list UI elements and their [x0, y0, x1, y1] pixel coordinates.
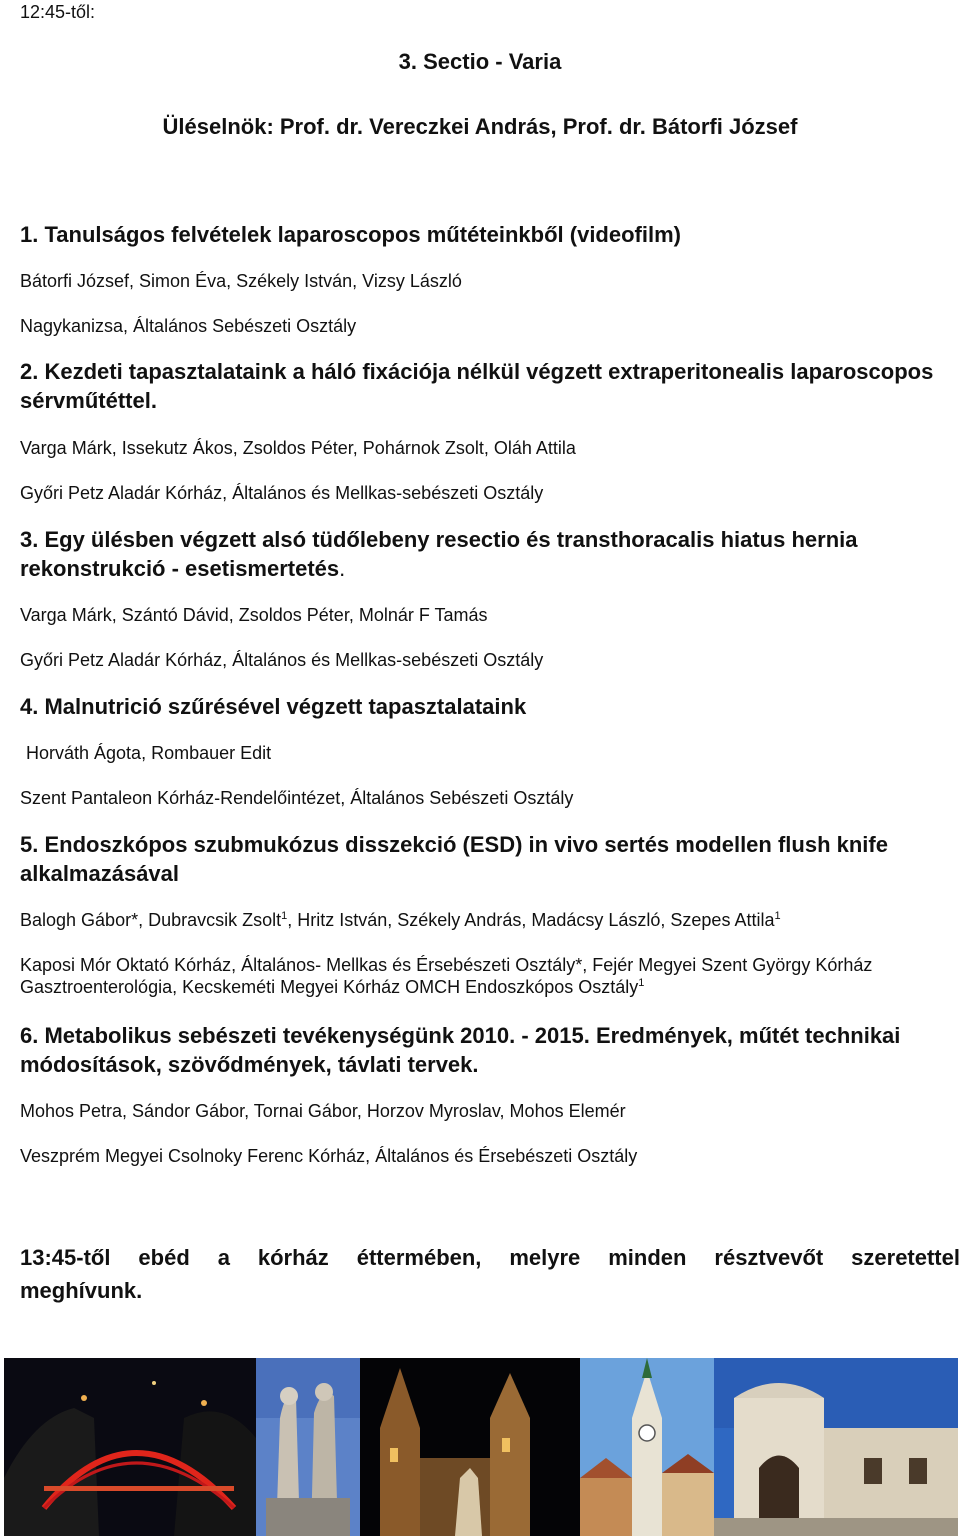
talk-1-institution: Nagykanizsa, Általános Sebészeti Osztály — [20, 316, 357, 336]
talk-3-institution: Győri Petz Aladár Kórház, Általános és Mellkas-sebészeti Osztály — [20, 650, 544, 670]
statues-photo-icon — [256, 1358, 360, 1536]
talk-5-authors-part-a: Balogh Gábor*, Dubravcsik Zsolt — [20, 910, 282, 930]
church-towers-photo-icon — [360, 1358, 580, 1536]
clock-tower-photo-icon — [580, 1358, 714, 1536]
talk-5-institution — [20, 954, 945, 998]
talk-6-institution: Veszprém Megyei Csolnoky Ferenc Kórház, Általános és Érsebészeti Osztály — [20, 1146, 638, 1166]
talk-5-institution-text: Kaposi Mór Oktató Kórház, Általános- Mellkas és Érsebészeti Osztály*, Fejér Megyei Szent György Kórház Gasztroenterológia, Kecskeméti Megyei Kórház OMCH Endoszkópos Osztály — [20, 955, 873, 997]
talk-2-authors: Varga Márk, Issekutz Ákos, Zsoldos Péter, Pohárnok Zsolt, Oláh Attila — [20, 438, 576, 458]
photo-strip — [4, 1358, 958, 1536]
talk-3-title — [20, 525, 945, 583]
talk-2-institution: Győri Petz Aladár Kórház, Általános és Mellkas-sebészeti Osztály — [20, 483, 544, 503]
section-title: 3. Sectio - Varia — [398, 49, 562, 74]
talk-4-authors: Horváth Ágota, Rombauer Edit — [26, 743, 272, 763]
talk-6-title: 6. Metabolikus sebészeti tevékenységünk 2010. - 2015. Eredmények, műtét technikai módosítások, szövődmények, távlati tervek. — [20, 1023, 901, 1077]
talk-4-title: 4. Malnutrició szűrésével végzett tapasztalataink — [20, 694, 527, 719]
session-time: 12:45-től: — [20, 2, 96, 22]
lunch-announcement-line-2: meghívunk. — [20, 1278, 143, 1303]
talk-4-institution: Szent Pantaleon Kórház-Rendelőintézet, Általános Sebészeti Osztály — [20, 788, 574, 808]
talk-3-title-period: . — [339, 556, 346, 581]
talk-5-authors-part-b: , Hritz István, Székely András, Madácsy László, Szepes Attila — [287, 910, 775, 930]
talk-1-authors: Bátorfi József, Simon Éva, Székely István, Vizsy László — [20, 271, 462, 291]
castle-gate-photo-icon — [714, 1358, 958, 1536]
talk-1-title: 1. Tanulságos felvételek laparoscopos műtéteinkből (videofilm) — [20, 222, 681, 247]
talk-5-sup-b: 1 — [774, 910, 781, 922]
talk-5-authors — [20, 909, 945, 931]
session-chairs: Üléselnök: Prof. dr. Vereczkei András, Prof. dr. Bátorfi József — [162, 114, 798, 139]
talk-6-authors: Mohos Petra, Sándor Gábor, Tornai Gábor, Horzov Myroslav, Mohos Elemér — [20, 1101, 626, 1121]
talk-3-authors: Varga Márk, Szántó Dávid, Zsoldos Péter, Molnár F Tamás — [20, 605, 488, 625]
lunch-announcement — [20, 1241, 960, 1307]
talk-5-sup-c: 1 — [638, 977, 645, 989]
talk-2-title: 2. Kezdeti tapasztalataink a háló fixációja nélkül végzett extraperitonealis laparoscopos sérvműtéttel. — [20, 359, 934, 413]
lunch-announcement-line-1: 13:45-től ebéd a kórház éttermében, melyre minden résztvevőt szeretettel — [20, 1245, 960, 1270]
talk-5-title: 5. Endoszkópos szubmukózus disszekció (ESD) in vivo sertés modellen flush knife alkalmazásával — [20, 832, 888, 886]
talk-3-title-text: 3. Egy ülésben végzett alsó tüdőlebeny resectio és transthoracalis hiatus hernia rekonstrukció - esetismertetés — [20, 527, 858, 581]
night-bridge-photo-icon — [4, 1358, 256, 1536]
talk-5-sup-a: 1 — [281, 910, 288, 922]
